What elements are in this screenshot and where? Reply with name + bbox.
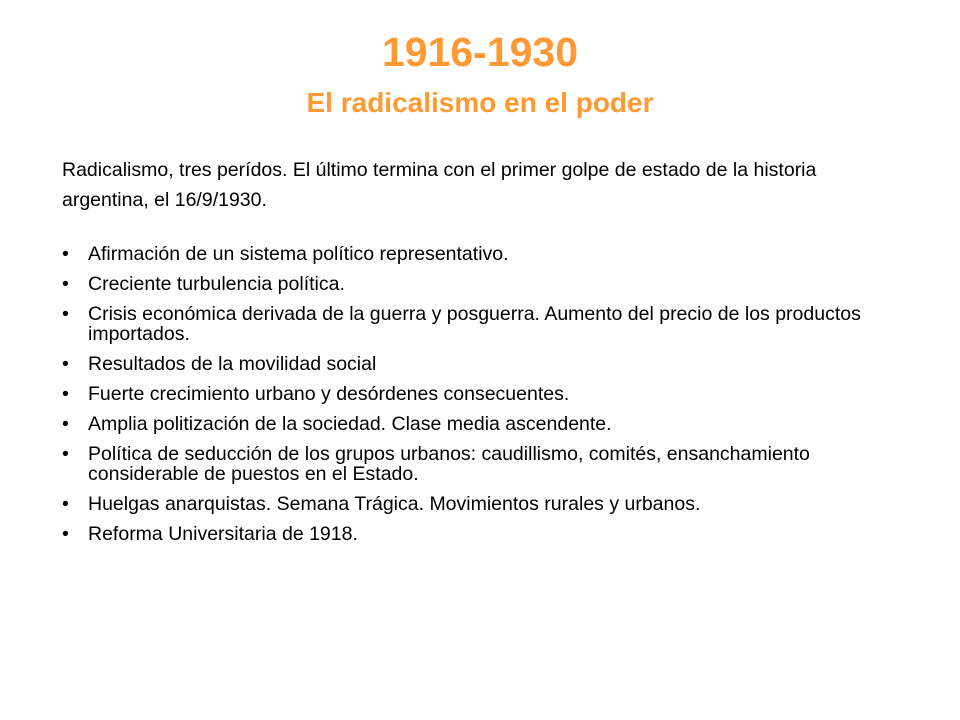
bullet-item [62,444,902,484]
bullet-text: Fuerte crecimiento urbano y desórdenes consecuentes. [88,383,570,405]
slide-subtitle: El radicalismo en el poder [306,87,654,118]
bullet-list [62,244,902,554]
bullet-item [62,274,902,294]
bullet-item [62,384,902,404]
bullet-text: Política de seducción de los grupos urbanos: caudillismo, comités, ensanchamiento considerable de puestos en el Estado. [88,443,810,485]
bullet-dot-icon: • [62,493,69,515]
bullet-dot-icon: • [62,443,69,465]
bullet-text: Crisis económica derivada de la guerra y posguerra. Aumento del precio de los productos importados. [88,303,861,345]
bullet-item [62,354,902,374]
bullet-text: Amplia politización de la sociedad. Clase media ascendente. [88,413,612,435]
bullet-item [62,244,902,264]
bullet-text: Creciente turbulencia política. [88,273,345,295]
bullet-text: Huelgas anarquistas. Semana Trágica. Movimientos rurales y urbanos. [88,493,701,515]
bullet-dot-icon: • [62,243,69,265]
bullet-dot-icon: • [62,303,69,325]
intro-paragraph: Radicalismo, tres perídos. El último termina con el primer golpe de estado de la historia argentina, el 16/9/1930. [62,159,817,211]
bullet-text: Afirmación de un sistema político representativo. [88,243,509,265]
bullet-text: Resultados de la movilidad social [88,353,377,375]
bullet-item [62,414,902,434]
bullet-dot-icon: • [62,273,69,295]
slide-title: 1916-1930 [381,29,579,75]
bullet-dot-icon: • [62,383,69,405]
bullet-dot-icon: • [62,353,69,375]
bullet-dot-icon: • [62,413,69,435]
bullet-text: Reforma Universitaria de 1918. [88,523,358,545]
bullet-item [62,494,902,514]
bullet-item [62,524,902,544]
bullet-item [62,304,902,344]
bullet-dot-icon: • [62,523,69,545]
